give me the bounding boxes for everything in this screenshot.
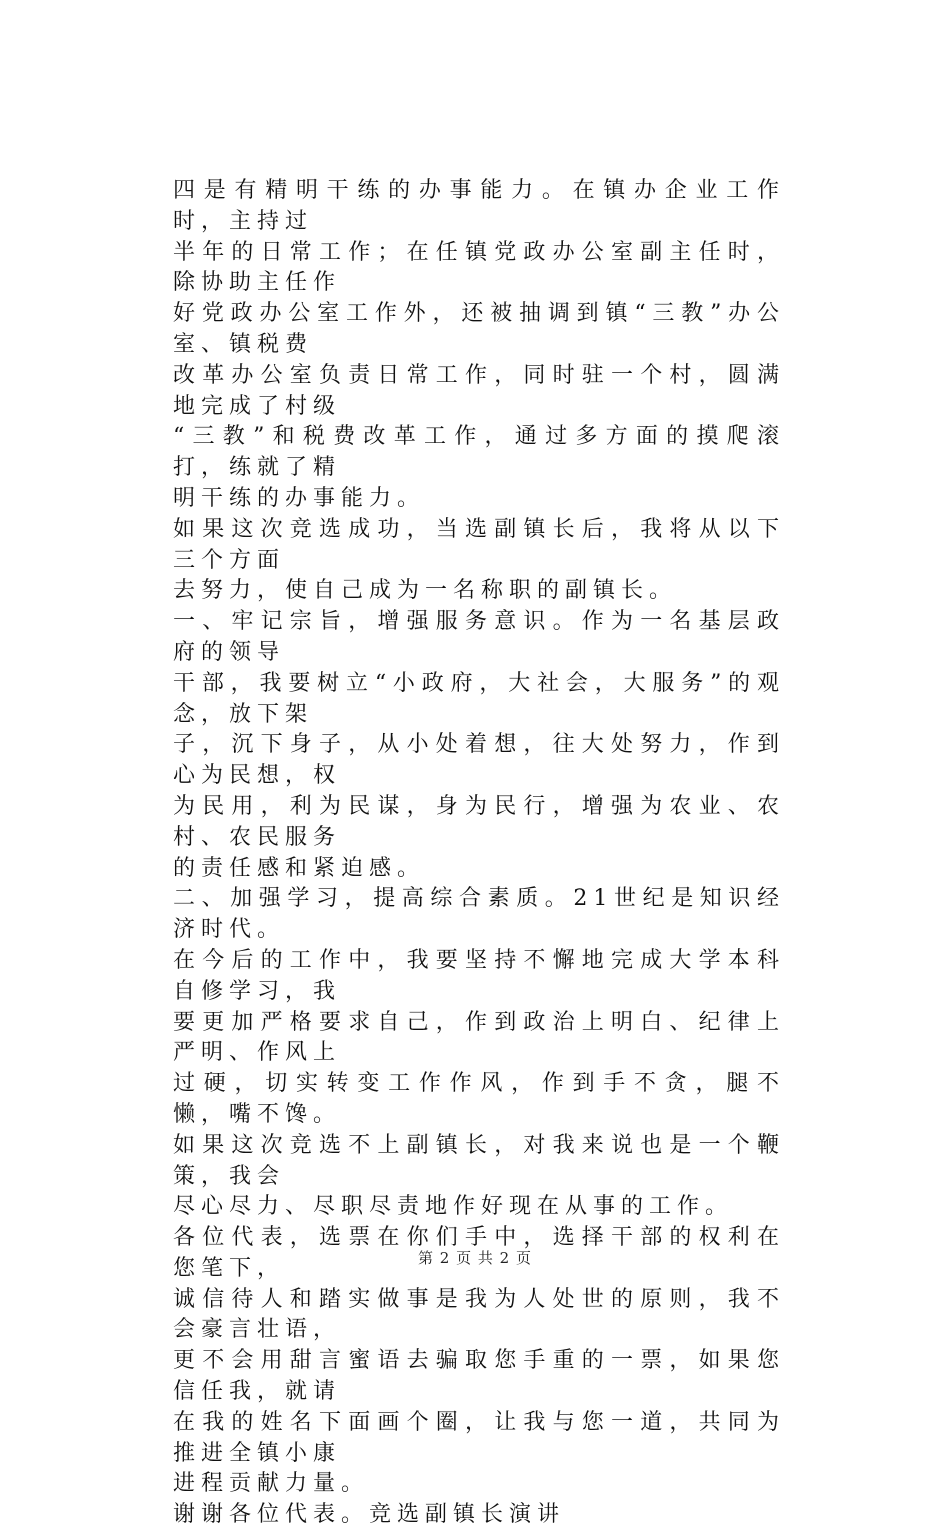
paragraph-service-awareness: 一、牢记宗旨，增强服务意识。作为一名基层政府的领导 干部，我要树立“小政府，大社会，大服务”的观念，放下架 子，沉下身子，从小处着想，往大处努力，作到心为民想，权 为民用，利为民谋，身为民行，增强为农业、农村、农民服务 的责任感和紧迫感。 [173,609,785,881]
paragraph-if-elected: 如果这次竞选成功，当选副镇长后，我将从以下三个方面 去努力，使自己成为一名称职的副镇长。 [173,516,785,604]
paragraph-study: 二、加强学习，提高综合素质。21世纪是知识经济时代。 在今后的工作中，我要坚持不懈地完成大学本科自修学习，我 要更加严格要求自己，作到政治上明白、纪律上严明、作风上 过硬，切实转变工作作风，作到手不贪，腿不懒，嘴不馋。 [173,886,785,1127]
paragraph-thanks: 谢谢各位代表。竞选副镇长演讲 [173,1502,566,1528]
paragraph-appeal-to-delegates: 各位代表，选票在你们手中，选择干部的权利在您笔下， 诚信待人和踏实做事是我为人处世的原则，我不会豪言壮语， 更不会用甜言蜜语去骗取您手重的一票，如果您信任我，就请 在我的姓名下面画个圈，让我与您一道，共同为推进全镇小康 进程贡献力量。 [173,1225,785,1497]
page-number-footer: 第 2 页 共 2 页 [418,1249,532,1267]
paragraph-if-not-elected: 如果这次竞选不上副镇长，对我来说也是一个鞭策，我会 尽心尽力、尽职尽责地作好现在从事的工作。 [173,1132,785,1220]
paragraph-capability: 四是有精明干练的办事能力。在镇办企业工作时，主持过 半年的日常工作；在任镇党政办公室副主任时，除协助主任作 好党政办公室工作外，还被抽调到镇“三教”办公室、镇税费 改革办公室负责日常工作，同时驻一个村，圆满地完成了村级 “三教”和税费改革工作，通过多方面的摸爬滚打，练就了精 明干练的办事能力。 [173,178,785,511]
document-body [173,176,785,1531]
